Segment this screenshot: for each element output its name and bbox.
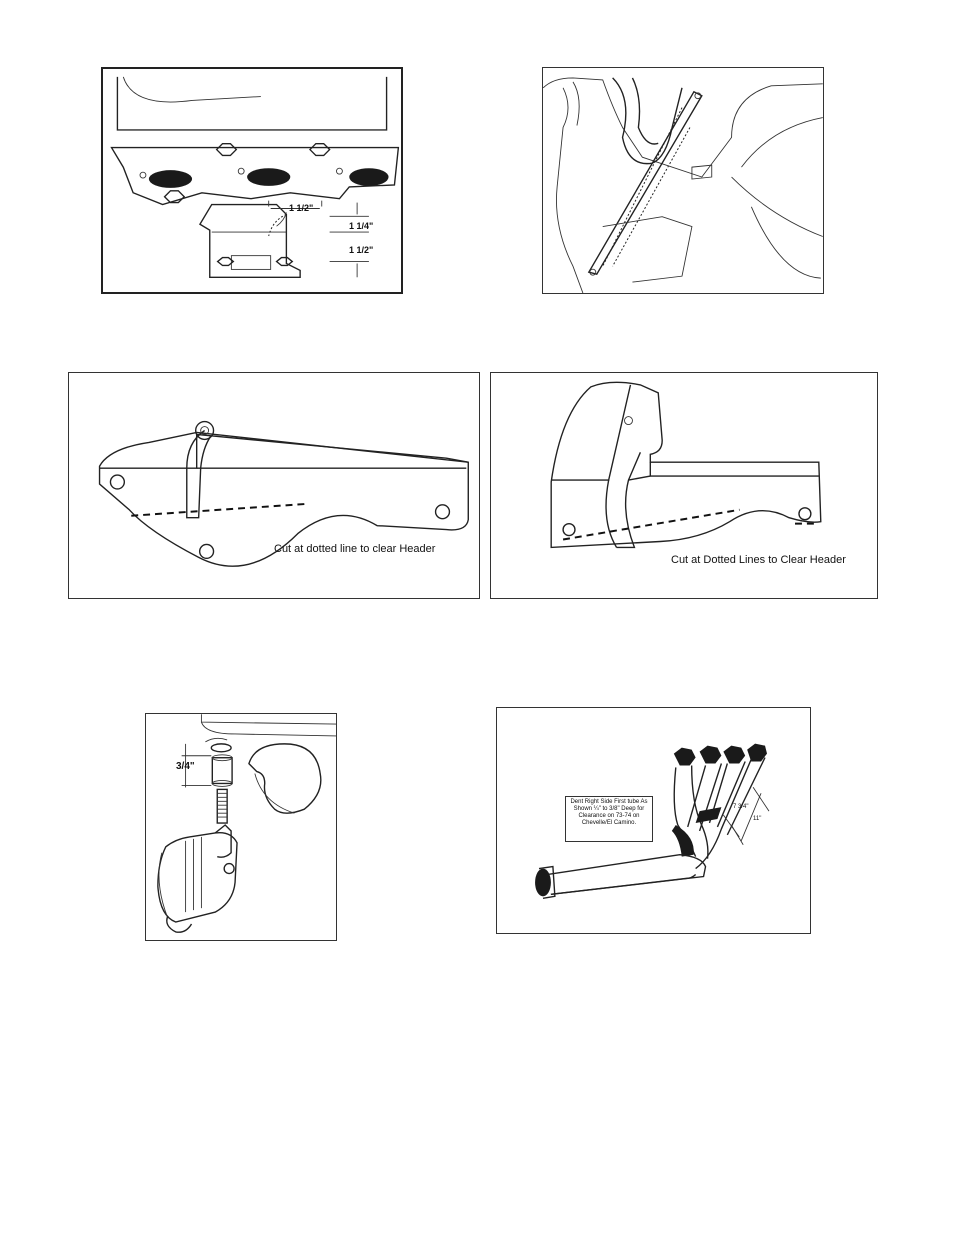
manifold-bracket-illustration — [103, 69, 401, 292]
header-dent-illustration — [497, 708, 810, 933]
figure-mount-cut-left — [68, 372, 480, 599]
figure-spacer-bolt — [145, 713, 337, 941]
spacer-height-label: 3/4" — [176, 761, 195, 772]
dim-height-top-label: 1 1/4" — [349, 221, 374, 231]
dim-width-label: 1 1/2" — [289, 203, 314, 213]
figure-header-dent — [496, 707, 811, 934]
figure-strut-rod — [542, 67, 824, 294]
mount-cut-left-caption: Cut at dotted line to clear Header — [274, 543, 436, 555]
dent-instruction-note: Dent Right Side First tube As Shown ¼" to 3/8" Deep for Clearance on 73-74 on Chevelle/El Camino. — [565, 796, 653, 842]
mount-cut-right-caption: Cut at Dotted Lines to Clear Header — [671, 554, 846, 566]
figure-manifold-bracket — [101, 67, 403, 294]
spacer-bolt-illustration — [146, 714, 336, 940]
mount-cut-left-illustration — [69, 373, 479, 598]
dent-dim-short-label: 7 3/4" — [733, 804, 749, 810]
figure-mount-cut-right — [490, 372, 878, 599]
dent-dim-long-label: 11" — [753, 816, 762, 822]
dim-height-bottom-label: 1 1/2" — [349, 245, 374, 255]
strut-rod-illustration — [543, 68, 823, 293]
